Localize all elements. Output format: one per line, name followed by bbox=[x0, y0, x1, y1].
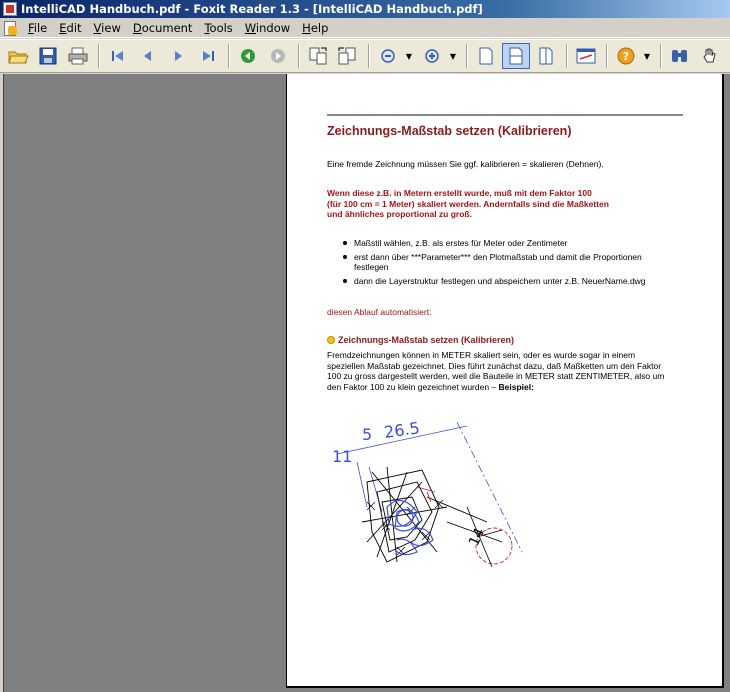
list-item: Maßstil wählen, z.B. als erstes für Meter oder Zentimeter bbox=[341, 238, 671, 249]
chevron-down-icon: ▼ bbox=[643, 51, 651, 61]
warning-paragraph bbox=[327, 188, 687, 220]
zoom-in-icon bbox=[423, 47, 441, 65]
menu-view-label: iew bbox=[101, 20, 121, 35]
hand-tool-button[interactable] bbox=[696, 43, 724, 69]
rotate-right-icon bbox=[337, 46, 359, 66]
help-button[interactable] bbox=[612, 43, 640, 69]
go-forward-button[interactable] bbox=[264, 43, 292, 69]
document-window-icon[interactable] bbox=[2, 20, 18, 36]
warning-line: Wenn diese z.B. in Metern erstellt wurde, muß mit dem Faktor 100 bbox=[327, 188, 592, 198]
next-page-icon bbox=[169, 47, 187, 65]
find-button[interactable] bbox=[666, 43, 694, 69]
open-button[interactable] bbox=[4, 43, 32, 69]
hand-tool-icon bbox=[700, 46, 720, 66]
continuous-button[interactable] bbox=[502, 43, 530, 69]
toolbar-separator bbox=[660, 44, 662, 68]
cad-drawing-example bbox=[327, 412, 547, 582]
body-paragraph bbox=[327, 350, 687, 392]
toolbar-separator bbox=[466, 44, 468, 68]
rotate-left-button[interactable] bbox=[304, 43, 332, 69]
menu-document-accel: D bbox=[132, 20, 142, 35]
next-page-button[interactable] bbox=[164, 43, 192, 69]
print-button[interactable] bbox=[64, 43, 92, 69]
menu-tools-label: ools bbox=[209, 20, 233, 35]
title-bar bbox=[0, 0, 730, 18]
menu-window-accel: W bbox=[244, 20, 256, 35]
go-back-icon bbox=[239, 47, 257, 65]
menu-edit[interactable] bbox=[53, 19, 87, 37]
facing-button[interactable] bbox=[532, 43, 560, 69]
menu-bar bbox=[0, 18, 730, 38]
dimension-label: 26.5 bbox=[382, 418, 421, 442]
menu-help-label: elp bbox=[310, 20, 329, 35]
first-page-button[interactable] bbox=[104, 43, 132, 69]
single-page-icon bbox=[477, 46, 495, 66]
intro-text: Eine fremde Zeichnung müssen Sie ggf. kalibrieren = skalieren (Dehnen). bbox=[327, 159, 604, 169]
single-page-button[interactable] bbox=[472, 43, 500, 69]
toolbar-separator bbox=[228, 44, 230, 68]
open-folder-icon bbox=[7, 46, 29, 66]
find-icon bbox=[669, 46, 691, 66]
header-rule bbox=[327, 114, 683, 116]
last-page-icon bbox=[199, 47, 217, 65]
page-heading: Zeichnungs-Maßstab setzen (Kalibrieren) bbox=[327, 124, 572, 138]
properties-icon bbox=[575, 46, 597, 66]
toolbar-separator bbox=[368, 44, 370, 68]
subheading-text: Zeichnungs-Maßstab setzen (Kalibrieren) bbox=[338, 335, 515, 345]
body-emphasis: Beispiel: bbox=[498, 381, 534, 392]
menu-file[interactable] bbox=[22, 19, 53, 37]
navigation-pane-edge[interactable] bbox=[0, 74, 4, 692]
dimension-label: 11 bbox=[332, 447, 353, 466]
help-icon bbox=[616, 46, 636, 66]
menu-edit-accel: E bbox=[59, 20, 67, 35]
rotate-right-button[interactable] bbox=[334, 43, 362, 69]
menu-window[interactable] bbox=[239, 19, 296, 37]
menu-file-accel: F bbox=[28, 20, 34, 35]
menu-document-label: ocument bbox=[141, 20, 193, 35]
body-line: speziellen Maßstab gezeichnet. Dies führt zunächst dazu, daß Maßketten um den Faktor bbox=[327, 360, 662, 371]
previous-page-icon bbox=[139, 47, 157, 65]
steps-list bbox=[341, 238, 671, 289]
body-line bbox=[327, 382, 687, 393]
pdf-page bbox=[286, 74, 724, 688]
menu-help[interactable] bbox=[296, 19, 334, 37]
chevron-down-icon: ▼ bbox=[449, 51, 457, 61]
window-title: IntelliCAD Handbuch.pdf - Foxit Reader 1.3 - [IntelliCAD Handbuch.pdf] bbox=[21, 2, 483, 16]
automation-note: diesen Ablauf automatisiert: bbox=[327, 307, 432, 317]
menu-view[interactable] bbox=[88, 19, 127, 37]
save-button[interactable] bbox=[34, 43, 62, 69]
warning-line: (für 100 cm = 1 Meter) skaliert werden. Andernfalls sind die Maßketten bbox=[327, 198, 609, 209]
last-page-button[interactable] bbox=[194, 43, 222, 69]
properties-button[interactable] bbox=[572, 43, 600, 69]
svg-text:?: ? bbox=[622, 50, 630, 63]
lightbulb-icon bbox=[327, 336, 335, 344]
toolbar-separator bbox=[98, 44, 100, 68]
foxit-app-icon[interactable] bbox=[3, 2, 17, 16]
print-icon bbox=[67, 46, 89, 66]
menu-tools[interactable] bbox=[198, 19, 238, 37]
continuous-icon bbox=[507, 46, 525, 66]
list-item: erst dann über ***Parameter*** den Plotmaßstab und damit die Proportionen festlegen bbox=[341, 252, 671, 273]
warning-line: und ähnliches proportional zu groß. bbox=[327, 209, 472, 219]
previous-page-button[interactable] bbox=[134, 43, 162, 69]
help-dropdown[interactable] bbox=[642, 43, 652, 69]
save-icon bbox=[38, 46, 58, 66]
body-line: 100 zu gross dargestellt werden, weil die Bauteile in METER statt ZENTIMETER, also um bbox=[327, 371, 665, 381]
toolbar-separator bbox=[606, 44, 608, 68]
zoom-in-button[interactable] bbox=[418, 43, 446, 69]
go-back-button[interactable] bbox=[234, 43, 262, 69]
first-page-icon bbox=[109, 47, 127, 65]
menu-window-label: indow bbox=[255, 20, 291, 35]
dimension-label: 5 bbox=[362, 425, 373, 444]
zoom-out-dropdown[interactable] bbox=[404, 43, 414, 69]
zoom-in-dropdown[interactable] bbox=[448, 43, 458, 69]
menu-tools-accel: T bbox=[204, 20, 210, 35]
chevron-down-icon: ▼ bbox=[405, 51, 413, 61]
menu-file-label: ile bbox=[33, 20, 48, 35]
body-line-text: den Faktor 100 zu klein gezeichnet wurden – bbox=[327, 381, 499, 392]
menu-document[interactable] bbox=[127, 19, 199, 37]
dimension-label: 14 bbox=[466, 525, 489, 549]
list-item: dann die Layerstruktur festlegen und abspeichern unter z.B. NeuerName.dwg bbox=[341, 276, 671, 287]
rotate-left-icon bbox=[307, 46, 329, 66]
subheading bbox=[327, 335, 514, 345]
go-forward-icon bbox=[269, 47, 287, 65]
toolbar-separator bbox=[298, 44, 300, 68]
menu-help-accel: H bbox=[302, 20, 311, 35]
zoom-out-button[interactable] bbox=[374, 43, 402, 69]
toolbar-separator bbox=[566, 44, 568, 68]
menu-edit-label: dit bbox=[66, 20, 82, 35]
zoom-out-icon bbox=[379, 47, 397, 65]
body-line: Fremdzeichnungen können in METER skaliert sein, oder es wurde sogar in einem bbox=[327, 350, 636, 360]
main-toolbar bbox=[0, 39, 730, 73]
facing-icon bbox=[537, 46, 555, 66]
menu-view-accel: V bbox=[93, 20, 102, 35]
